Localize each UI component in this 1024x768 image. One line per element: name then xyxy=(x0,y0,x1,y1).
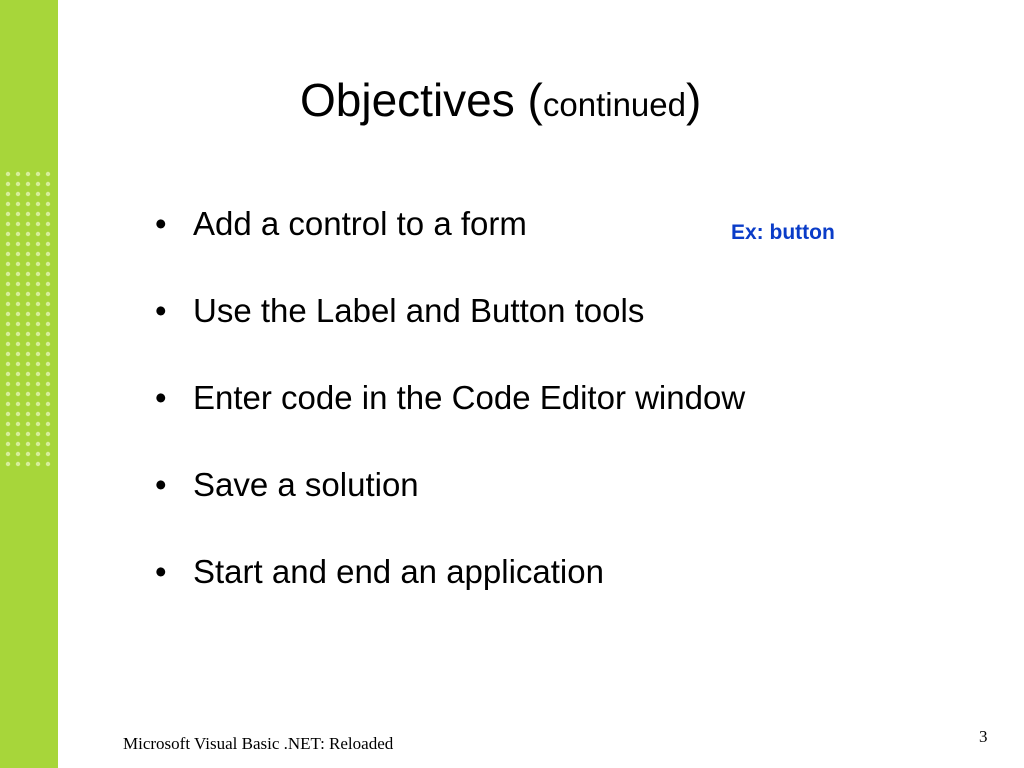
decor-dot xyxy=(26,252,30,256)
decor-dot xyxy=(26,202,30,206)
bullet-item xyxy=(155,196,745,283)
decor-dot xyxy=(6,322,10,326)
example-note: Ex: button xyxy=(731,221,835,244)
decor-dot xyxy=(26,332,30,336)
decor-dot xyxy=(26,362,30,366)
title-continued: continued xyxy=(542,86,686,123)
decor-dot xyxy=(16,442,20,446)
decor-dot xyxy=(16,202,20,206)
decor-dot xyxy=(36,452,40,456)
decor-dot xyxy=(6,422,10,426)
decor-dot xyxy=(36,312,40,316)
decor-dot xyxy=(26,182,30,186)
decor-dot xyxy=(16,272,20,276)
bullet-dot: • xyxy=(155,553,167,590)
decor-dot xyxy=(26,262,30,266)
decor-dot xyxy=(46,242,50,246)
decor-dot xyxy=(46,202,50,206)
decor-dot xyxy=(36,432,40,436)
decor-dot xyxy=(36,322,40,326)
decor-dot xyxy=(16,342,20,346)
decor-dot xyxy=(16,242,20,246)
bullet-text: Enter code in the Code Editor window xyxy=(193,379,746,416)
decor-dot xyxy=(46,282,50,286)
decor-dot xyxy=(36,262,40,266)
decor-dot xyxy=(6,462,10,466)
decor-dot xyxy=(46,292,50,296)
bullet-item xyxy=(155,283,745,370)
decor-dot xyxy=(26,212,30,216)
decor-dot xyxy=(36,212,40,216)
bullet-item xyxy=(155,457,745,544)
footer-text: Microsoft Visual Basic .NET: Reloaded xyxy=(123,734,394,753)
decor-dot xyxy=(16,332,20,336)
decor-dot xyxy=(26,242,30,246)
decor-dot xyxy=(36,352,40,356)
decor-dot xyxy=(36,182,40,186)
decor-dot xyxy=(26,312,30,316)
decor-dot xyxy=(26,322,30,326)
decor-dot xyxy=(46,172,50,176)
decor-dot xyxy=(26,172,30,176)
decor-dot xyxy=(16,292,20,296)
decor-dot xyxy=(46,452,50,456)
decor-dot xyxy=(36,372,40,376)
decor-dot xyxy=(36,462,40,466)
decor-dot xyxy=(16,382,20,386)
decor-dot xyxy=(6,442,10,446)
decor-dot xyxy=(26,452,30,456)
decor-dot xyxy=(16,402,20,406)
decor-dot xyxy=(36,362,40,366)
decor-dot xyxy=(46,372,50,376)
decor-dot xyxy=(16,262,20,266)
decor-dot xyxy=(36,252,40,256)
decor-dot xyxy=(36,292,40,296)
decor-dot xyxy=(46,252,50,256)
decor-dot xyxy=(46,462,50,466)
decor-dot xyxy=(16,222,20,226)
title-main: Objectives ( xyxy=(300,74,543,126)
bullet-dot: • xyxy=(155,379,167,416)
decor-dot xyxy=(16,432,20,436)
decor-dot xyxy=(6,182,10,186)
decor-dot xyxy=(36,232,40,236)
decor-dot xyxy=(16,302,20,306)
decor-dot xyxy=(16,172,20,176)
decor-dot xyxy=(26,192,30,196)
decor-dot xyxy=(36,282,40,286)
decor-dot xyxy=(26,352,30,356)
decor-dot xyxy=(26,412,30,416)
decor-dot xyxy=(16,312,20,316)
bullet-dot: • xyxy=(155,205,167,242)
decor-dot xyxy=(46,352,50,356)
decor-dot xyxy=(46,272,50,276)
bullet-text: Save a solution xyxy=(193,466,419,503)
decor-dot xyxy=(16,352,20,356)
decor-dot xyxy=(6,282,10,286)
decor-dot xyxy=(36,272,40,276)
decor-dot xyxy=(16,452,20,456)
decor-dot xyxy=(26,292,30,296)
decor-dot xyxy=(16,322,20,326)
decor-dot xyxy=(36,222,40,226)
decor-dot xyxy=(26,462,30,466)
decor-dot xyxy=(16,282,20,286)
dot-pattern xyxy=(0,168,58,468)
decor-dot xyxy=(6,252,10,256)
decor-dot xyxy=(6,212,10,216)
decor-dot xyxy=(36,302,40,306)
decor-dot xyxy=(26,372,30,376)
decor-dot xyxy=(16,182,20,186)
bullet-item xyxy=(155,370,745,457)
decor-dot xyxy=(36,402,40,406)
bullet-item xyxy=(155,544,745,631)
decor-dot xyxy=(26,422,30,426)
decor-dot xyxy=(6,192,10,196)
decor-dot xyxy=(26,302,30,306)
decor-dot xyxy=(16,372,20,376)
decor-dot xyxy=(46,312,50,316)
bullet-text: Add a control to a form xyxy=(193,205,527,242)
decor-dot xyxy=(46,332,50,336)
decor-dot xyxy=(36,442,40,446)
decor-dot xyxy=(46,402,50,406)
bullet-dot: • xyxy=(155,292,167,329)
decor-dot xyxy=(6,362,10,366)
decor-dot xyxy=(26,402,30,406)
decor-dot xyxy=(26,272,30,276)
decor-dot xyxy=(6,432,10,436)
page-number: 3 xyxy=(979,727,988,746)
bullet-text: Start and end an application xyxy=(193,553,604,590)
decor-dot xyxy=(26,442,30,446)
decor-dot xyxy=(6,382,10,386)
title-close: ) xyxy=(685,74,702,126)
decor-dot xyxy=(46,412,50,416)
decor-dot xyxy=(36,412,40,416)
decor-dot xyxy=(16,422,20,426)
decor-dot xyxy=(6,272,10,276)
decor-dot xyxy=(46,432,50,436)
decor-dot xyxy=(6,372,10,376)
decor-dot xyxy=(6,312,10,316)
decor-dot xyxy=(46,302,50,306)
decor-dot xyxy=(36,382,40,386)
decor-dot xyxy=(6,262,10,266)
decor-dot xyxy=(6,392,10,396)
green-sidebar xyxy=(0,0,58,768)
decor-dot xyxy=(46,322,50,326)
decor-dot xyxy=(6,332,10,336)
decor-dot xyxy=(16,192,20,196)
decor-dot xyxy=(36,392,40,396)
decor-dot xyxy=(36,202,40,206)
decor-dot xyxy=(36,342,40,346)
decor-dot xyxy=(26,382,30,386)
decor-dot xyxy=(46,342,50,346)
decor-dot xyxy=(16,462,20,466)
decor-dot xyxy=(6,352,10,356)
bullet-dot: • xyxy=(155,466,167,503)
decor-dot xyxy=(46,442,50,446)
bullet-list xyxy=(155,196,745,631)
decor-dot xyxy=(26,232,30,236)
decor-dot xyxy=(6,232,10,236)
decor-dot xyxy=(6,242,10,246)
decor-dot xyxy=(6,342,10,346)
decor-dot xyxy=(16,412,20,416)
decor-dot xyxy=(36,242,40,246)
decor-dot xyxy=(26,342,30,346)
decor-dot xyxy=(6,292,10,296)
decor-dot xyxy=(46,422,50,426)
decor-dot xyxy=(26,432,30,436)
decor-dot xyxy=(6,402,10,406)
slide-title xyxy=(300,72,701,133)
decor-dot xyxy=(26,222,30,226)
decor-dot xyxy=(26,392,30,396)
decor-dot xyxy=(36,422,40,426)
decor-dot xyxy=(36,172,40,176)
decor-dot xyxy=(46,392,50,396)
decor-dot xyxy=(16,362,20,366)
decor-dot xyxy=(36,192,40,196)
decor-dot xyxy=(6,412,10,416)
decor-dot xyxy=(46,262,50,266)
decor-dot xyxy=(16,232,20,236)
decor-dot xyxy=(16,392,20,396)
decor-dot xyxy=(16,212,20,216)
decor-dot xyxy=(6,222,10,226)
decor-dot xyxy=(46,222,50,226)
decor-dot xyxy=(46,382,50,386)
decor-dot xyxy=(46,192,50,196)
decor-dot xyxy=(46,232,50,236)
decor-dot xyxy=(6,452,10,456)
decor-dot xyxy=(26,282,30,286)
decor-dot xyxy=(6,172,10,176)
decor-dot xyxy=(36,332,40,336)
decor-dot xyxy=(46,182,50,186)
decor-dot xyxy=(6,202,10,206)
decor-dot xyxy=(46,362,50,366)
decor-dot xyxy=(46,212,50,216)
decor-dot xyxy=(16,252,20,256)
decor-dot xyxy=(6,302,10,306)
bullet-text: Use the Label and Button tools xyxy=(193,292,645,329)
